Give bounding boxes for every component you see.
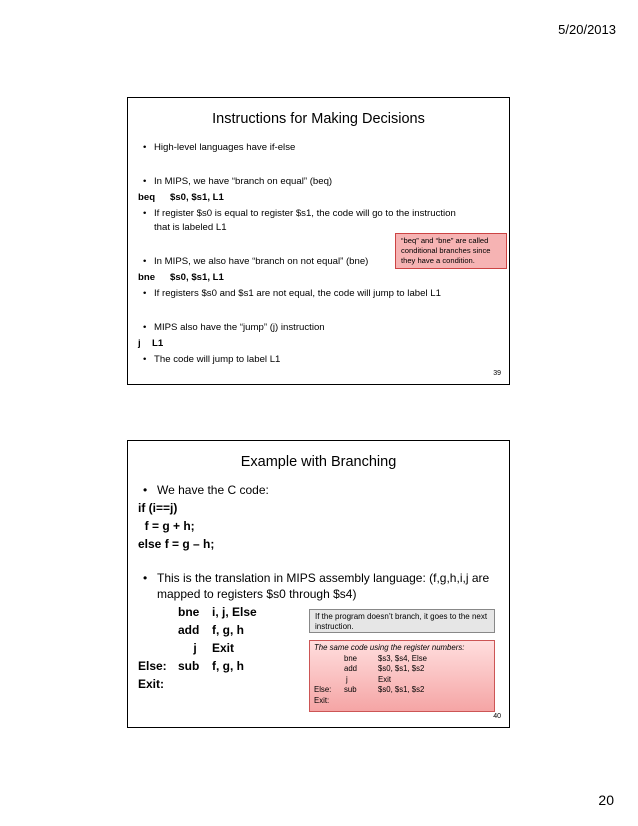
asm-line [138, 677, 178, 691]
register-code-row [314, 696, 490, 707]
header-date: 5/20/2013 [558, 22, 616, 37]
code-op: beq [138, 192, 156, 203]
asm-op: bne [178, 605, 200, 619]
register-code-row [314, 675, 490, 686]
reg-label: Exit: [314, 695, 330, 705]
asm-args: f, g, h [212, 659, 244, 673]
reg-op: add [344, 664, 358, 674]
bullet-continuation: mapped to registers $s0 through $s4) [157, 587, 357, 601]
bullet-item: • This is the translation in MIPS assembly language: (f,g,h,i,j are [143, 571, 489, 585]
asm-op: sub [178, 659, 200, 673]
asm-op: add [178, 623, 200, 637]
reg-args: $s0, $s1, $s2 [378, 664, 425, 674]
asm-line [138, 623, 244, 637]
code-op: bne [138, 272, 156, 283]
bullet-item: • MIPS also have the “jump” (j) instruction [143, 322, 325, 333]
conditional-branch-callout: “beq” and “bne” are called conditional branches since they have a condition. [395, 233, 507, 269]
c-code-line: else f = g – h; [138, 537, 215, 551]
slide-number: 40 [493, 713, 501, 720]
slide-title: Instructions for Making Decisions [212, 111, 425, 127]
reg-label: Else: [314, 685, 332, 695]
asm-args: Exit [212, 641, 235, 655]
asm-label: Else: [138, 659, 167, 673]
reg-op: j [346, 674, 348, 684]
reg-args: $s0, $s1, $s2 [378, 685, 425, 695]
code-args: $s0, $s1, L1 [170, 192, 224, 203]
reg-op: bne [344, 653, 358, 663]
reg-args: $s3, $s4, Else [378, 653, 427, 663]
code-args: L1 [152, 338, 164, 349]
code-op: j [138, 338, 141, 349]
code-args: $s0, $s1, L1 [170, 272, 224, 283]
c-code-line: f = g + h; [138, 519, 195, 533]
slide-40 [127, 440, 510, 728]
code-line [138, 192, 224, 203]
bullet-item: • High-level languages have if-else [143, 142, 295, 153]
code-line [138, 272, 224, 283]
reg-op: sub [344, 685, 357, 695]
slide-number: 39 [493, 370, 501, 377]
no-branch-callout: If the program doesn’t branch, it goes to the next instruction. [309, 609, 495, 633]
slide-39 [127, 97, 510, 385]
bullet-item: • The code will jump to label L1 [143, 354, 280, 365]
bullet-item: • In MIPS, we have “branch on equal” (beq) [143, 176, 332, 187]
asm-args: i, j, Else [212, 605, 257, 619]
register-code-row [314, 664, 490, 675]
bullet-item: • In MIPS, we also have “branch on not equal” (bne) [143, 256, 368, 267]
register-code-row [314, 654, 490, 665]
asm-args: f, g, h [212, 623, 244, 637]
page-number: 20 [598, 792, 614, 808]
asm-line [138, 641, 234, 655]
callout-header: The same code using the register numbers: [314, 643, 465, 652]
asm-line [138, 659, 244, 673]
bullet-continuation: that is labeled L1 [154, 222, 227, 233]
asm-label: Exit: [138, 677, 165, 691]
register-numbers-callout [309, 640, 495, 712]
asm-line [138, 605, 257, 619]
c-code-line: if (i==j) [138, 501, 178, 515]
asm-op: j [193, 641, 197, 655]
reg-args: Exit [378, 674, 391, 684]
bullet-item: • If register $s0 is equal to register $s1, the code will go to the instruction [143, 208, 456, 219]
bullet-item: • We have the C code: [143, 483, 269, 497]
bullet-item: • If registers $s0 and $s1 are not equal, the code will jump to label L1 [143, 288, 441, 299]
slide-title: Example with Branching [240, 454, 397, 470]
code-line [138, 338, 163, 349]
register-code-row [314, 685, 490, 696]
